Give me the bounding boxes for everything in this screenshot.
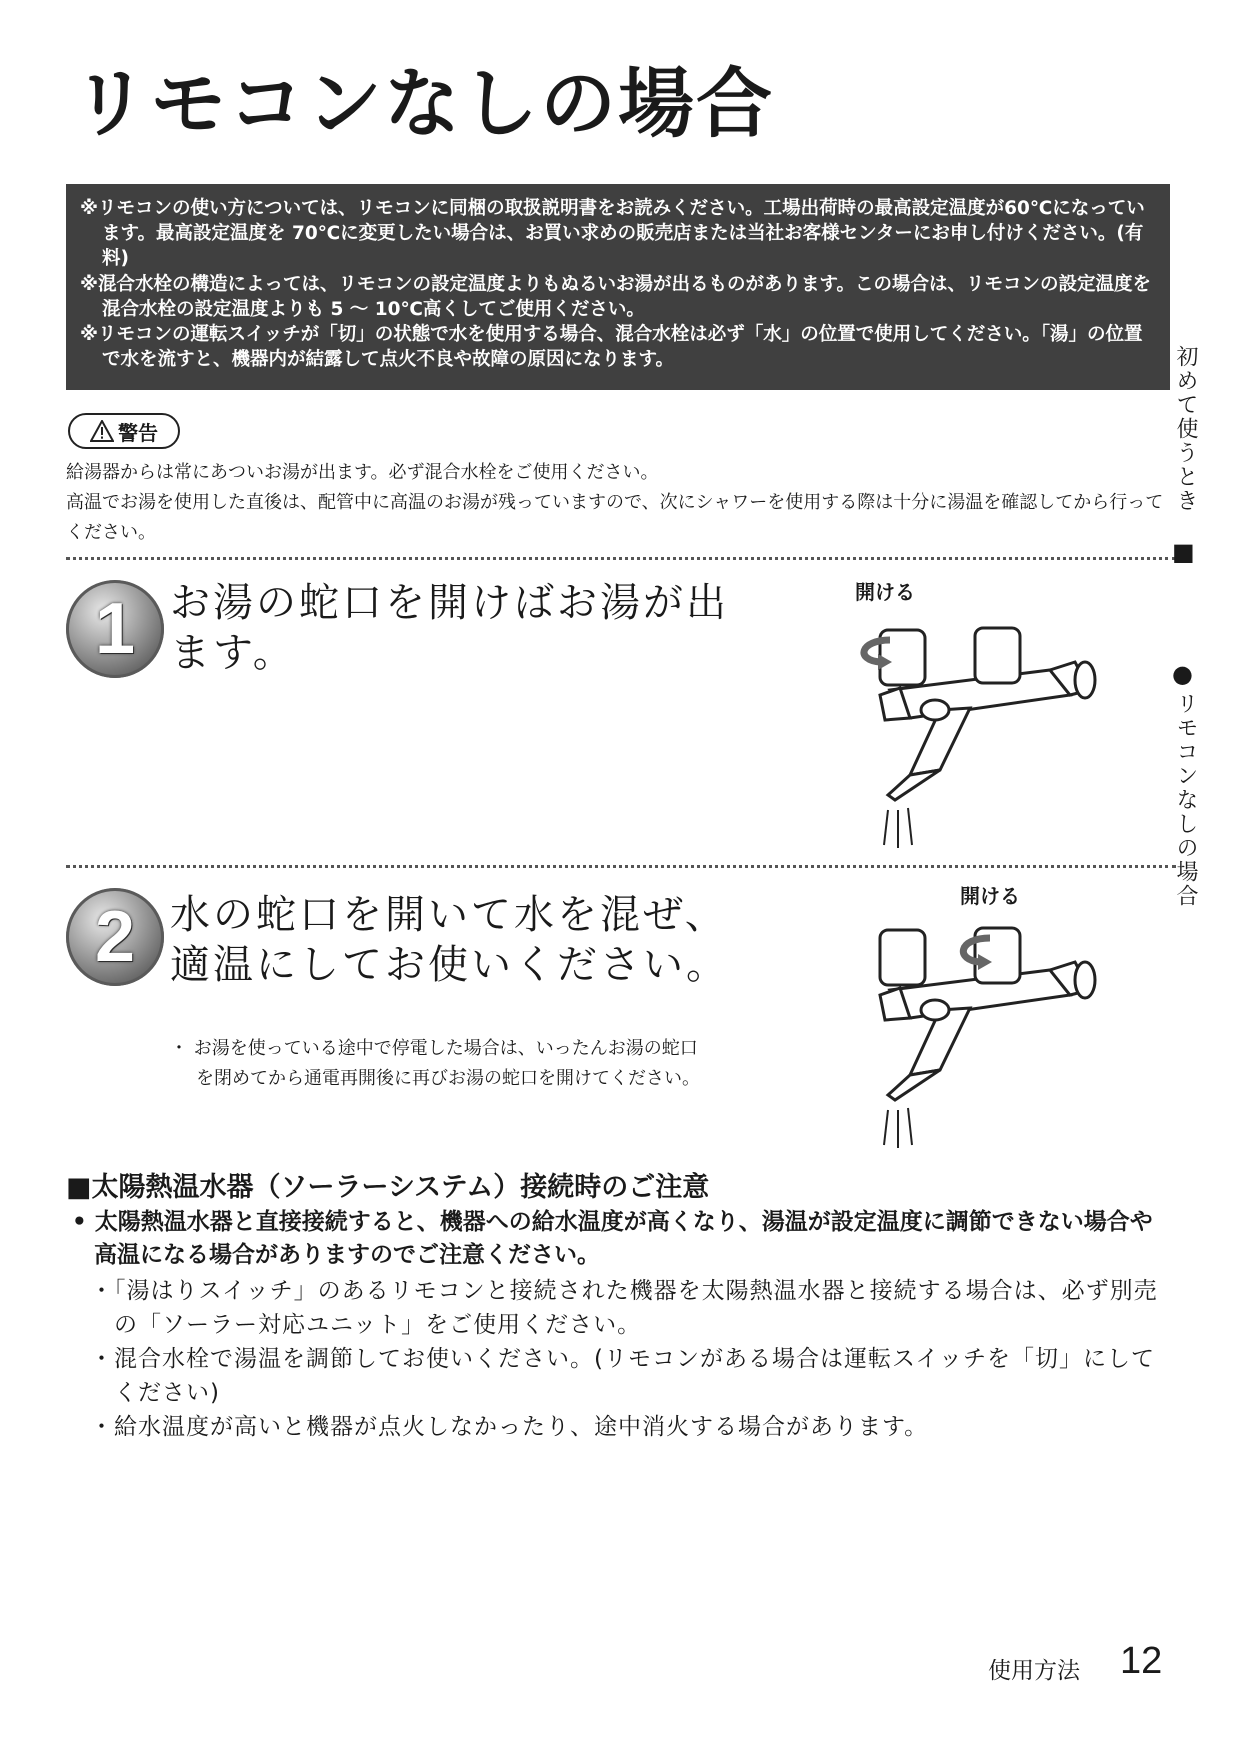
solar-heading: ■太陽熱温水器（ソーラーシステム）接続時のご注意 [66,1172,710,1203]
warning-triangle-icon [90,420,114,442]
warning-line: 高温でお湯を使用した直後は、配管中に高温のお湯が残っていますので、次にシャワーを使用する際は十分に湯温を確認してから行ってください。 [66,492,1164,543]
faucet-icon [840,600,1100,850]
footer-label: 使用方法 [988,1658,1080,1684]
open-label: 開ける [960,884,1020,908]
warning-label: 警告 [118,420,158,445]
step-1-text [170,578,729,678]
notes-box [66,184,1170,390]
divider [66,865,1176,868]
warning-line: 給湯器からは常にあついお湯が出ます。必ず混合水栓をご使用ください。 [66,462,659,483]
side-section-mark: ■ [1172,538,1195,566]
solar-list [90,1274,1170,1444]
note-item: ※リモコンの使い方については、リモコンに同梱の取扱説明書をお読みください。工場出荷時の最高設定温度が60℃になっています。最高設定温度を 70℃に変更したい場合は、お買い求めの販売店または当社お客様センターにお申し付けください。(有料) [80,198,1145,270]
note-item: ※混合水栓の構造によっては、リモコンの設定温度よりもぬるいお湯が出るものがあります。この場合は、リモコンの設定温度を混合水栓の設定温度よりも 5 ～ 10℃高くしてご使用ください。 [80,273,1152,320]
side-sub-mark: ● [1172,660,1193,688]
step-number: 1 [94,589,136,669]
side-subsection-label: リモコンなしの場合 [1173,692,1198,908]
open-label: 開ける [855,580,915,604]
step-text-line: 適温にしてお使いください。 [170,942,729,988]
divider [66,557,1176,560]
step-2-text [170,890,729,990]
step-number-badge [66,888,164,986]
note-item: ※リモコンの運転スイッチが「切」の状態で水を使用する場合、混合水栓は必ず「水」の位置で使用してください。「湯」の位置で水を流すと、機器内が結露して点火不良や故障の原因になります。 [80,324,1143,371]
list-item: ・「湯はりスイッチ」のあるリモコンと接続された機器を太陽熱温水器と接続する場合は、必ず別売の「ソーラー対応ユニット」をご使用ください。 [90,1278,1158,1338]
step-text-line: ます。 [170,630,296,676]
faucet-icon [840,900,1100,1150]
list-item: ・混合水栓で湯温を調節してお使いください。(リモコンがある場合は運転スイッチを「切」にしてください) [90,1346,1156,1406]
subnote-line: ・ お湯を使っている途中で停電した場合は、いったんお湯の蛇口 [170,1038,698,1059]
warning-text [66,458,1176,548]
solar-bullet-text: • 太陽熱温水器と直接接続すると、機器への給水温度が高くなり、湯温が設定温度に調節できない場合や高温になる場合がありますのでご注意ください。 [72,1209,1153,1268]
step-text-line: 水の蛇口を開いて水を混ぜ、 [170,892,728,938]
step-number: 2 [94,897,136,977]
step-number-badge [66,580,164,678]
list-item: ・給水温度が高いと機器が点火しなかったり、途中消火する場合があります。 [90,1414,929,1440]
solar-bullet [72,1206,1172,1272]
page-number: 12 [1120,1640,1163,1682]
warning-badge [68,413,180,449]
subnote-line: を閉めてから通電再開後に再びお湯の蛇口を開けてください。 [196,1068,700,1089]
step-text-line: お湯の蛇口を開けばお湯が出 [170,580,729,626]
step-2-subnote [170,1034,700,1094]
page-title: リモコンなしの場合 [72,59,774,148]
side-section-label: 初めて使うとき [1173,345,1198,513]
